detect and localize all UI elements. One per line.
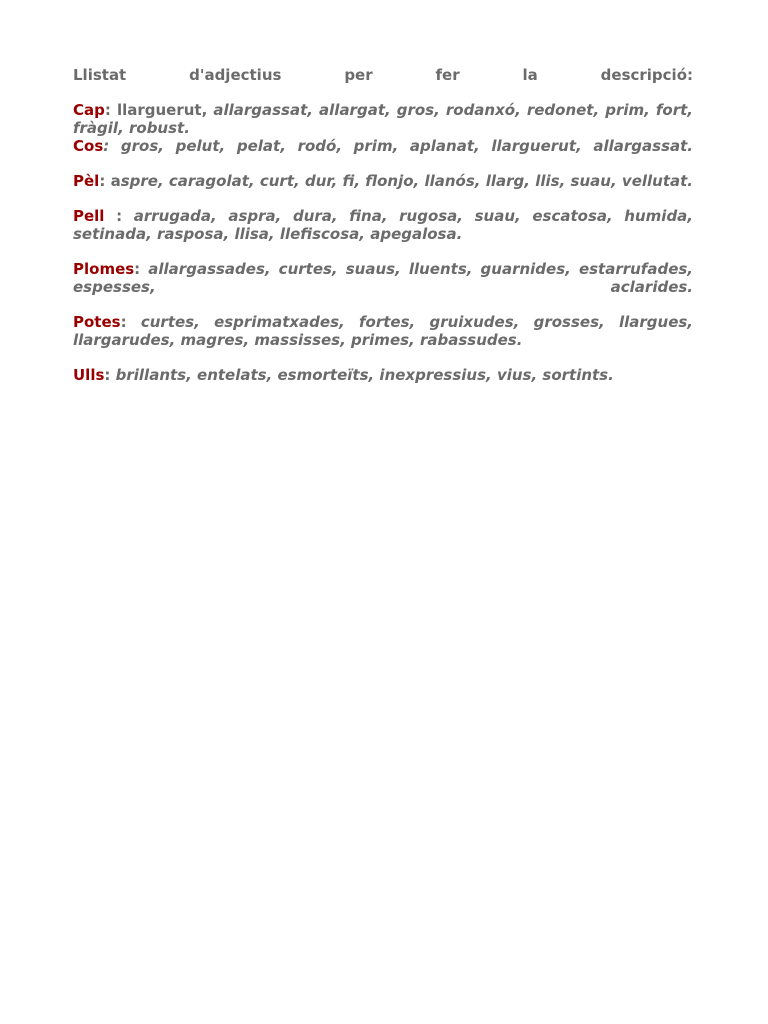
entry-cap-adjectives: allargassat, allargat, gros, rodanxó, redonet, prim, fort, fràgil, robust.: [73, 101, 693, 137]
entry-cap-label: Cap: [73, 101, 105, 119]
entry-cos-adjectives: gros, pelut, pelat, rodó, prim, aplanat, llarguerut, allargassat.: [120, 137, 693, 155]
entry-ulls-label: Ulls: [73, 366, 105, 384]
entry-plomes-adjectives: allargassades, curtes, suaus, lluents, guarnides, estarrufades, espesses, aclarides.: [73, 260, 693, 296]
entry-cap-separator: :: [104, 101, 117, 119]
entry-pell-separator: :: [104, 207, 134, 225]
entry-cos: [73, 137, 693, 155]
entry-ulls-adjectives: brillants, entelats, esmorteïts, inexpressius, vius, sortints.: [115, 366, 614, 384]
document-body: [73, 66, 693, 384]
entry-ulls-separator: :: [104, 366, 116, 384]
entry-plomes-label: Plomes: [73, 260, 135, 278]
entry-potes-label: Potes: [73, 313, 121, 331]
entry-pel: [73, 172, 693, 190]
entry-pell-adjectives: arrugada, aspra, dura, fina, rugosa, suau, escatosa, humida, setinada, rasposa, llisa, llefiscosa, apegalosa.: [73, 207, 693, 243]
entry-ulls: [73, 366, 693, 384]
entry-pel-label: Pèl: [73, 172, 100, 190]
entry-cos-label: Cos: [73, 137, 104, 155]
entry-potes-separator: :: [120, 313, 141, 331]
entry-plomes: [73, 260, 693, 296]
entry-pel-plain-text: a: [110, 172, 121, 190]
entry-plomes-separator: :: [134, 260, 149, 278]
entry-cap-plain-text: llarguerut,: [116, 101, 214, 119]
entry-pel-separator: :: [99, 172, 111, 190]
document-title: Llistat d'adjectius per fer la descripció:: [73, 66, 693, 84]
entry-pell: [73, 207, 693, 243]
entry-potes: [73, 313, 693, 349]
entry-potes-adjectives: curtes, esprimatxades, fortes, gruixudes, grosses, llargues, llargarudes, magres, massisses, primes, rabassudes.: [73, 313, 693, 349]
entry-cos-separator: :: [103, 137, 121, 155]
entry-pel-adjectives: spre, caragolat, curt, dur, fi, flonjo, llanós, llarg, llis, suau, vellutat.: [120, 172, 693, 190]
entry-pell-label: Pell: [73, 207, 105, 225]
entry-cap: [73, 101, 693, 137]
